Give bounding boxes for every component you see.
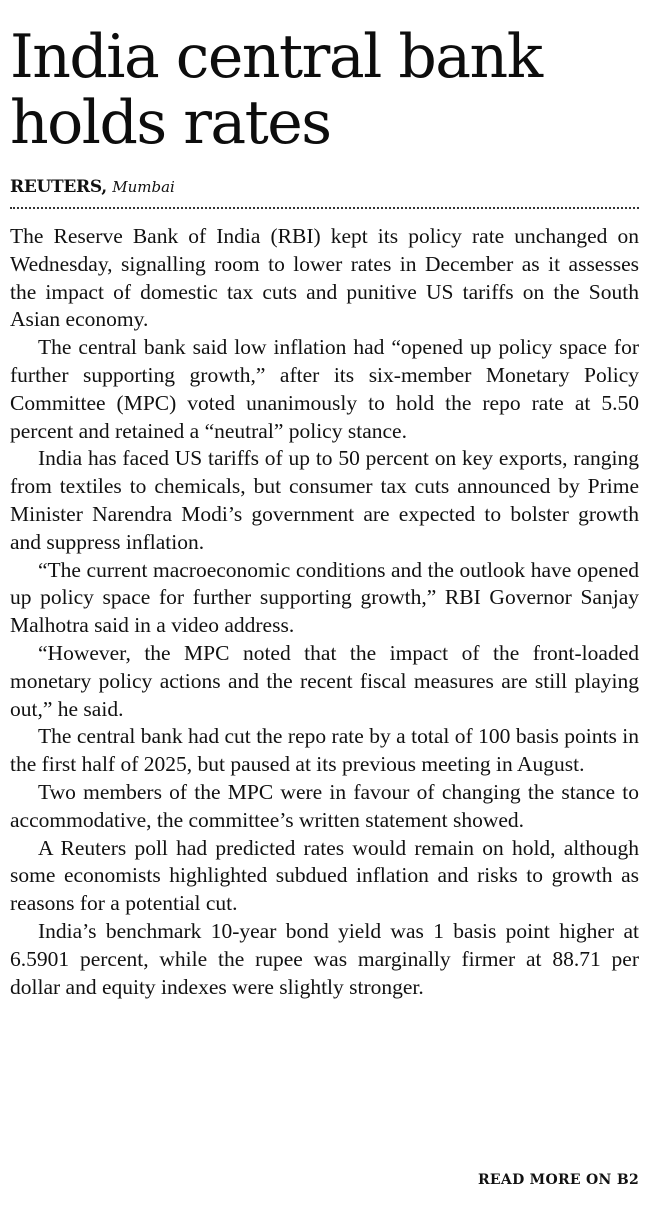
paragraph-7: Two members of the MPC were in favour of changing the stance to accommodative, the committee’s written statement showed. bbox=[10, 779, 639, 832]
dotted-divider bbox=[10, 207, 639, 209]
byline-place: Mumbai bbox=[112, 178, 175, 196]
paragraph-6: The central bank had cut the repo rate by a total of 100 basis points in the first half of 2025, but paused at its previous meeting in August. bbox=[10, 724, 639, 777]
paragraph-4: “The current macroeconomic conditions and the outlook have opened up policy space for further supporting growth,” RBI Governor Sanjay Malhotra said in a video address. bbox=[10, 557, 639, 638]
paragraph-3: India has faced US tariffs of up to 50 percent on key exports, ranging from textiles to chemicals, but consumer tax cuts announced by Prime Minister Narendra Modi’s government are expected to bolster growth and suppress inflation. bbox=[10, 446, 639, 554]
headline: India central bank holds rates bbox=[10, 22, 542, 158]
paragraph-5: “However, the MPC noted that the impact of the front-loaded monetary policy actions and the recent fiscal measures are still playing out,” he said. bbox=[10, 640, 639, 721]
byline bbox=[10, 176, 639, 198]
article-body bbox=[10, 223, 639, 1001]
article bbox=[10, 24, 639, 1001]
paragraph-9: India’s benchmark 10-year bond yield was 1 basis point higher at 6.5901 percent, while the rupee was marginally firmer at 88.71 per dollar and equity indexes were slightly stronger. bbox=[10, 918, 639, 999]
paragraph-1: The Reserve Bank of India (RBI) kept its policy rate unchanged on Wednesday, signalling room to lower rates in December as it assesses the impact of domestic tax cuts and punitive US tariffs on the South Asian economy. bbox=[10, 224, 639, 332]
paragraph-8: A Reuters poll had predicted rates would remain on hold, although some economists highlighted subdued inflation and risks to growth as reasons for a potential cut. bbox=[10, 835, 639, 916]
read-more-link[interactable]: READ MORE ON B2 bbox=[468, 1172, 639, 1188]
paragraph-2: The central bank said low inflation had “opened up policy space for further supporting growth,” after its six-member Monetary Policy Committee (MPC) voted unanimously to hold the repo rate at 5.50 percent and retained a “neutral” policy stance. bbox=[10, 335, 639, 443]
byline-agency: REUTERS, bbox=[10, 177, 107, 197]
